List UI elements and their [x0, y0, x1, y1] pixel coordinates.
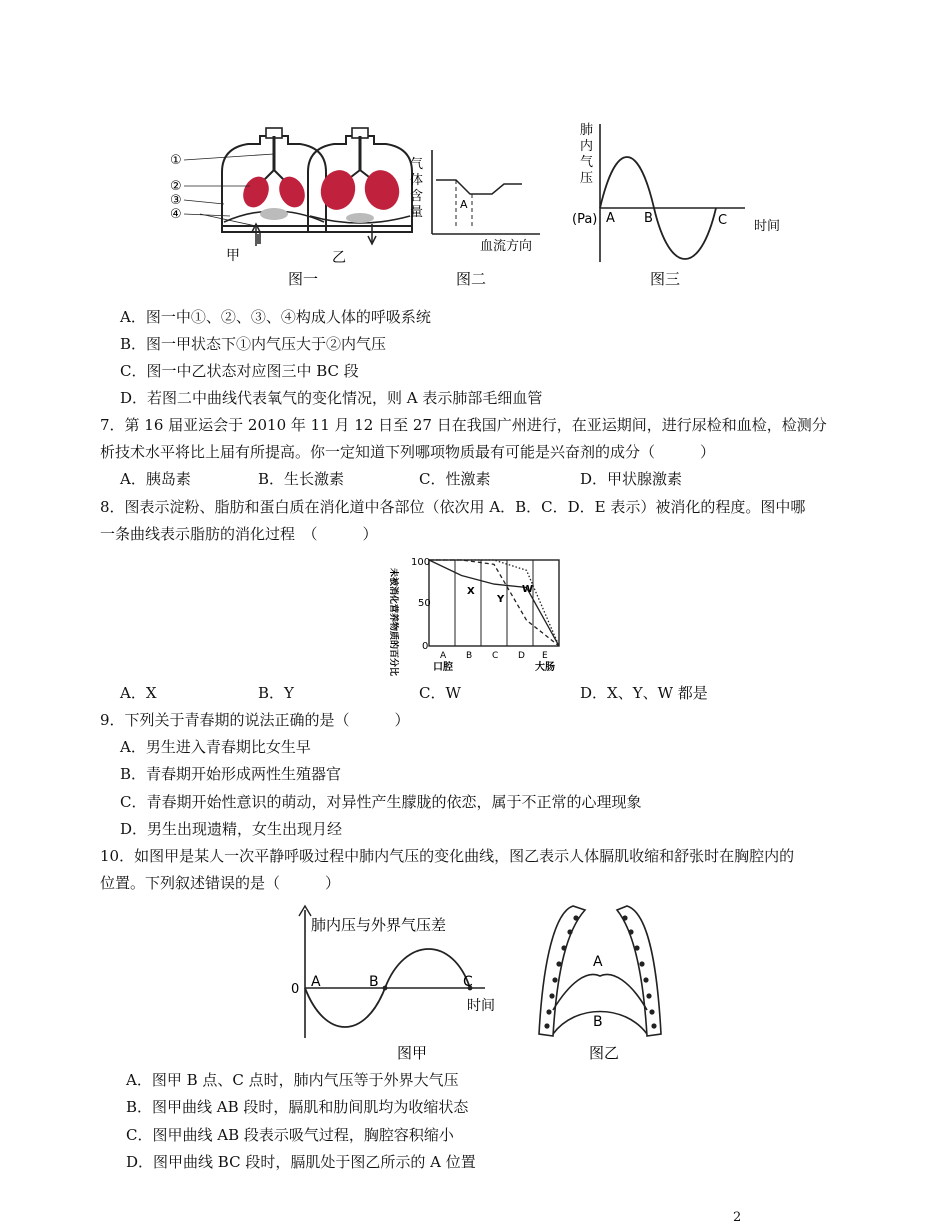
q8-xtick-a: A — [440, 651, 447, 661]
q10-option-c: C．图甲曲线 AB 段表示吸气过程，胸腔容积缩小 — [126, 1126, 454, 1144]
fig2-xlabel: 血流方向 — [480, 239, 533, 254]
fig-jia-ylabel: 肺内压与外界气压差 — [311, 916, 447, 934]
fig-jia-point-a: A — [311, 974, 321, 990]
q9-option-b: B．青春期开始形成两性生殖器官 — [120, 765, 342, 783]
marker-3: ③ — [170, 193, 182, 208]
fig2-ylabel-3: 含 — [410, 189, 424, 204]
q8-stem-line2: 一条曲线表示脂肪的消化过程 （ ） — [100, 525, 378, 543]
q8-xtick-d: D — [518, 651, 525, 661]
bell-jar-jia — [184, 128, 326, 246]
fig-jia-caption: 图甲 — [397, 1044, 428, 1062]
q7-option-a: A．胰岛素 — [120, 470, 191, 488]
q10-option-a: A．图甲 B 点、C 点时，肺内气压等于外界大气压 — [126, 1071, 459, 1089]
q8-curve-w-label: W — [522, 584, 534, 595]
fig3-ylabel-4: 压 — [580, 171, 594, 186]
q8-curve-w — [429, 560, 559, 646]
q6-option-d: D．若图二中曲线代表氧气的变化情况，则 A 表示肺部毛细血管 — [120, 389, 543, 407]
q10-option-b: B．图甲曲线 AB 段时，膈肌和肋间肌均为收缩状态 — [126, 1098, 469, 1116]
fig3-ylabel-3: 气 — [580, 155, 594, 170]
q8-xtick-b: B — [466, 651, 473, 661]
q8-stem-line1: 8．图表示淀粉、脂肪和蛋白质在消化道中各部位（依次用 A．B．C．D．E 表示）被消化的程度。图中哪 — [100, 498, 806, 516]
label-jia: 甲 — [226, 248, 240, 264]
fig3-ylabel-1: 肺 — [580, 123, 594, 138]
q7-option-c: C．性激素 — [419, 470, 491, 488]
q9-option-a: A．男生进入青春期比女生早 — [120, 738, 311, 756]
q7-option-b: B．生长激素 — [258, 470, 345, 488]
fig-jia-point-b: B — [369, 974, 379, 990]
marker-4: ④ — [170, 207, 182, 222]
label-yi: 乙 — [332, 250, 346, 266]
fig3-ylabel-2: 内 — [580, 139, 594, 154]
q8-xtick-e: E — [542, 651, 548, 661]
marker-2: ② — [170, 179, 182, 194]
q9-option-d: D．男生出现遗精，女生出现月经 — [120, 820, 343, 838]
fig3-point-c: C — [718, 213, 728, 228]
fig-yi-point-b: B — [593, 1014, 603, 1030]
q7-stem-line1: 7．第 16 届亚运会于 2010 年 11 月 12 日至 27 日在我国广州进行，在亚运期间，进行尿检和血检，检测分 — [100, 416, 827, 434]
fig2-chart — [432, 150, 540, 234]
fig3-unit: (Pa) — [572, 212, 598, 227]
marker-1: ① — [170, 153, 182, 168]
q10-stem-line2: 位置。下列叙述错误的是（ ） — [100, 874, 341, 892]
fig-yi-caption: 图乙 — [589, 1044, 620, 1062]
q8-mouth-label: 口腔 — [433, 662, 453, 673]
q7-stem-line2: 析技术水平将比上届有所提高。你一定知道下列哪项物质最有可能是兴奋剂的成分（ ） — [100, 443, 716, 461]
q8-curve-y — [429, 560, 559, 646]
fig3-xlabel: 时间 — [754, 219, 781, 234]
fig3-point-b: B — [644, 211, 653, 226]
fig2-point-a: A — [460, 198, 468, 211]
caption-fig2: 图二 — [456, 270, 487, 288]
q6-option-c: C．图一中乙状态对应图三中 BC 段 — [120, 362, 359, 380]
q6-option-b: B．图一甲状态下①内气压大于②内气压 — [120, 335, 387, 353]
q8-ytick-50: 50 — [418, 598, 431, 609]
q8-ytick-0: 0 — [422, 641, 429, 652]
q8-chart — [375, 550, 575, 680]
q8-curve-x-label: X — [467, 586, 475, 597]
q8-option-a: A．X — [120, 684, 157, 702]
q8-ytick-100: 100 — [411, 557, 431, 568]
q10-figures — [285, 900, 685, 1070]
q8-curve-y-label: Y — [497, 594, 505, 605]
fig-jia-zero: 0 — [291, 982, 300, 997]
q7-option-d: D．甲状腺激素 — [580, 470, 683, 488]
fig2-ylabel-2: 体 — [410, 173, 424, 188]
fig-jia-xlabel: 时间 — [467, 998, 495, 1014]
caption-fig3: 图三 — [650, 270, 681, 288]
caption-fig1: 图一 — [288, 270, 319, 288]
q8-option-b: B．Y — [258, 684, 294, 702]
fig-jia-point-c: C — [463, 974, 473, 990]
fig3-chart — [600, 124, 745, 262]
q8-ylabel: 未被消化营养物质的百分比 — [388, 568, 398, 677]
top-figures — [160, 100, 800, 300]
q6-option-a: A．图一中①、②、③、④构成人体的呼吸系统 — [120, 308, 431, 326]
bell-jar-yi — [308, 128, 412, 244]
q10-option-d: D．图甲曲线 BC 段时，膈肌处于图乙所示的 A 位置 — [126, 1153, 476, 1171]
q9-stem: 9．下列关于青春期的说法正确的是（ ） — [100, 711, 410, 729]
q8-xtick-c: C — [492, 651, 499, 661]
q9-option-c: C．青春期开始性意识的萌动，对异性产生朦胧的依恋，属于不正常的心理现象 — [120, 793, 642, 811]
fig2-ylabel-4: 量 — [410, 205, 424, 220]
q8-curve-x — [429, 560, 559, 646]
q8-intestine-label: 大肠 — [535, 662, 555, 673]
fig3-point-a: A — [606, 211, 615, 226]
fig2-ylabel-1: 气 — [410, 157, 424, 172]
q8-option-d: D．X、Y、W 都是 — [580, 684, 708, 702]
q10-stem-line1: 10．如图甲是某人一次平静呼吸过程中肺内气压的变化曲线，图乙表示人体膈肌收缩和舒张时在胸腔内的 — [100, 847, 795, 865]
q8-option-c: C．W — [419, 684, 461, 702]
page-number: 2 — [733, 1210, 742, 1225]
fig-yi-point-a: A — [593, 954, 603, 970]
